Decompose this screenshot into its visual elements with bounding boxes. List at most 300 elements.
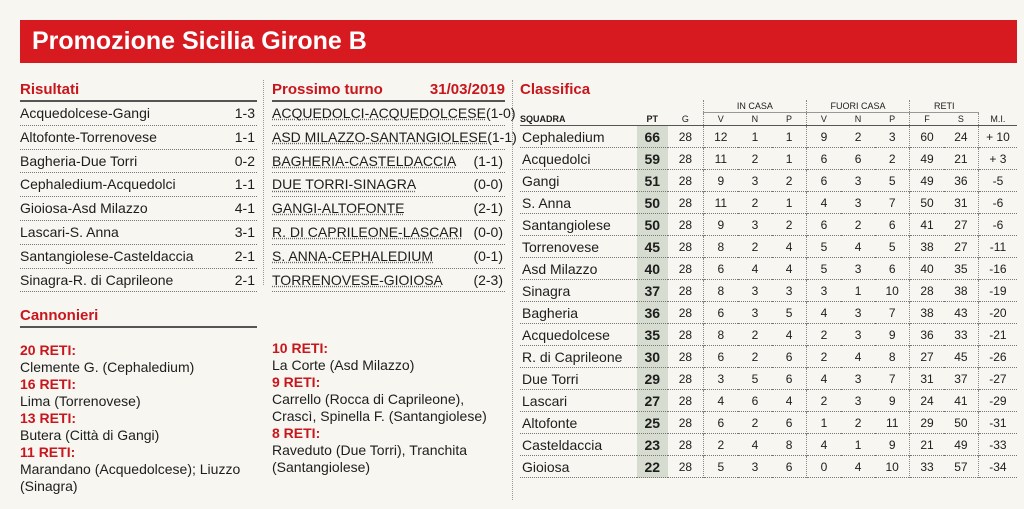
- home-wins: 4: [703, 390, 737, 412]
- media-inglese: -29: [978, 390, 1017, 412]
- goals-against: 37: [954, 371, 968, 386]
- prossimo-turno-section: [272, 80, 517, 292]
- away-draws: 3: [854, 371, 862, 386]
- divider: [263, 80, 264, 285]
- standings-row: [520, 236, 1017, 258]
- result-score: 1-3: [234, 105, 255, 121]
- fixture-row: [272, 102, 516, 126]
- away-wins: 4: [806, 368, 840, 390]
- home-wins: 9: [703, 214, 737, 236]
- away-wins: 4: [806, 192, 840, 214]
- home-wins: 6: [703, 258, 737, 280]
- away-draws: 2: [854, 129, 862, 144]
- team-name: Gangi: [522, 172, 560, 189]
- played: 28: [678, 239, 693, 254]
- fixture-row: [272, 269, 505, 293]
- played: 28: [678, 459, 693, 474]
- result-row: [20, 269, 257, 293]
- media-inglese: + 10: [978, 126, 1017, 148]
- prossimo-list: [272, 102, 517, 292]
- fixture-match: R. DI CAPRILEONE-LASCARI: [272, 223, 463, 240]
- home-losses: 1: [785, 151, 793, 166]
- fixture-row: [272, 126, 517, 150]
- goals-against: 36: [954, 173, 968, 188]
- media-inglese: -27: [978, 368, 1017, 390]
- away-losses: 8: [888, 349, 896, 364]
- scorer-names: (Santangiolese): [272, 459, 371, 475]
- home-draws: 5: [751, 371, 759, 386]
- goals-against: 24: [954, 129, 968, 144]
- result-match: Acquedolcese-Gangi: [20, 105, 150, 121]
- result-score: 1-1: [234, 128, 255, 145]
- away-losses: 5: [888, 173, 896, 188]
- away-losses: 7: [888, 371, 896, 386]
- goals-against: 38: [954, 283, 968, 298]
- team-name: R. di Caprileone: [522, 348, 623, 365]
- away-wins: 6: [806, 214, 840, 236]
- goals-for: 29: [910, 412, 944, 434]
- result-match: Santangiolese-Casteldaccia: [20, 247, 194, 264]
- away-wins: 6: [806, 170, 840, 192]
- team-name: Casteldaccia: [522, 436, 603, 453]
- standings-row: [520, 368, 1017, 390]
- points: 59: [637, 148, 668, 170]
- points: 22: [637, 456, 668, 478]
- home-wins: 3: [703, 368, 737, 390]
- team-name: S. Anna: [522, 194, 572, 211]
- away-wins: 3: [806, 280, 840, 302]
- column-header: S: [944, 113, 978, 126]
- home-losses: 4: [785, 327, 793, 342]
- team-name: Altofonte: [522, 414, 578, 431]
- points: 23: [637, 434, 668, 456]
- result-row: [20, 126, 257, 150]
- played: 28: [678, 195, 693, 210]
- home-wins: 2: [703, 434, 737, 456]
- home-wins: 11: [703, 192, 737, 214]
- goals-for: 21: [910, 434, 944, 456]
- played: 28: [678, 393, 693, 408]
- fixture-row: [272, 221, 505, 245]
- away-wins: 4: [806, 434, 840, 456]
- away-draws: 3: [854, 173, 862, 188]
- team-name: Asd Milazzo: [522, 260, 598, 277]
- team-name: Acquedolci: [522, 150, 591, 167]
- standings-row: [520, 280, 1017, 302]
- away-draws: 3: [854, 327, 862, 342]
- goals-against: 27: [954, 217, 968, 232]
- away-wins: 0: [806, 456, 840, 478]
- column-header: P: [772, 113, 806, 126]
- played: 28: [678, 217, 693, 232]
- scorers-goals-heading: 11 RETI:: [20, 444, 76, 460]
- away-wins: 4: [806, 302, 840, 324]
- home-draws: 3: [751, 173, 759, 188]
- away-draws: 1: [854, 283, 862, 298]
- team-name: Gioiosa: [522, 458, 570, 475]
- goals-against: 31: [954, 195, 968, 210]
- goals-for: 38: [910, 302, 944, 324]
- away-losses: 2: [888, 151, 896, 166]
- scorers-goals-heading: 20 RETI:: [20, 342, 77, 358]
- away-draws: 4: [854, 349, 862, 364]
- home-draws: 4: [751, 261, 759, 276]
- result-row: [20, 173, 257, 197]
- column-header-row: [520, 113, 1017, 126]
- result-score: 2-1: [234, 247, 255, 264]
- home-draws: 2: [751, 349, 759, 364]
- column-header: M.I.: [978, 113, 1017, 126]
- standings-body: [520, 126, 1017, 478]
- home-losses: 4: [785, 239, 793, 254]
- home-draws: 4: [751, 437, 759, 452]
- away-draws: 3: [854, 195, 862, 210]
- goals-against: 41: [954, 393, 968, 408]
- away-wins: 1: [806, 412, 840, 434]
- goals-for: 24: [910, 390, 944, 412]
- media-inglese: -6: [978, 192, 1017, 214]
- standings-row: [520, 412, 1017, 434]
- played: 28: [678, 261, 693, 276]
- points: 40: [637, 258, 668, 280]
- away-draws: 4: [854, 459, 862, 474]
- team-name: Bagheria: [522, 304, 579, 321]
- goals-for: 38: [910, 236, 944, 258]
- away-draws: 2: [854, 415, 862, 430]
- played: 28: [678, 415, 693, 430]
- played: 28: [678, 129, 693, 144]
- result-score: 1-1: [234, 176, 255, 193]
- home-wins: 8: [703, 324, 737, 346]
- home-wins: 6: [703, 412, 737, 434]
- home-draws: 3: [751, 305, 759, 320]
- risultati-heading: Risultati: [20, 80, 257, 102]
- away-losses: 3: [888, 129, 896, 144]
- away-draws: 2: [854, 217, 862, 232]
- result-score: 3-1: [234, 223, 255, 240]
- fixture-match: ACQUEDOLCI-ACQUEDOLCESE: [272, 105, 486, 121]
- team-name: Sinagra: [522, 282, 571, 299]
- home-wins: 12: [703, 126, 737, 148]
- home-wins: 11: [703, 148, 737, 170]
- away-losses: 11: [885, 415, 899, 430]
- risultati-list: [20, 102, 257, 292]
- column-header: N: [738, 113, 772, 126]
- media-inglese: -11: [978, 236, 1017, 258]
- away-wins: 9: [806, 126, 840, 148]
- goals-against: 43: [954, 305, 968, 320]
- scorers-goals-heading: 10 RETI:: [272, 340, 329, 356]
- away-draws: 3: [854, 393, 862, 408]
- played: 28: [678, 151, 693, 166]
- media-inglese: -16: [978, 258, 1017, 280]
- standings-row: [520, 258, 1017, 280]
- away-draws: 3: [854, 261, 862, 276]
- scorers-goals-heading: 9 RETI:: [272, 374, 321, 390]
- media-inglese: -26: [978, 346, 1017, 368]
- standings-row: [520, 390, 1017, 412]
- scorer-names: (Sinagra): [20, 478, 78, 494]
- result-score: 0-2: [234, 152, 255, 169]
- away-losses: 6: [888, 261, 896, 276]
- played: 28: [678, 371, 693, 386]
- scorer-names: Crascì, Spinella F. (Santangiolese): [272, 408, 487, 424]
- points: 30: [637, 346, 668, 368]
- media-inglese: -31: [978, 412, 1017, 434]
- result-row: [20, 197, 257, 221]
- column-header: SQUADRA: [520, 113, 637, 126]
- prossimo-date: 31/03/2019: [429, 81, 505, 98]
- standings-row: [520, 324, 1017, 346]
- away-losses: 10: [885, 459, 899, 474]
- home-losses: 1: [785, 195, 793, 210]
- result-match: Cephaledium-Acquedolci: [20, 176, 176, 193]
- home-draws: 2: [751, 151, 759, 166]
- home-wins: 9: [703, 170, 737, 192]
- risultati-section: [20, 80, 257, 292]
- points: 50: [637, 192, 668, 214]
- column-header: P: [875, 113, 909, 126]
- away-draws: 6: [854, 151, 862, 166]
- played: 28: [678, 283, 693, 298]
- goals-against: 50: [954, 415, 968, 430]
- goals-for: 49: [910, 148, 944, 170]
- standings-row: [520, 434, 1017, 456]
- cannonieri-right-section: [272, 340, 505, 476]
- column-header: V: [806, 113, 840, 126]
- standings-row: [520, 192, 1017, 214]
- home-draws: 2: [751, 239, 759, 254]
- away-losses: 5: [888, 239, 896, 254]
- fixture-previous-score: (0-1): [473, 247, 503, 264]
- media-inglese: -19: [978, 280, 1017, 302]
- fixture-previous-score: (2-1): [473, 200, 503, 217]
- scorer-names: Lima (Torrenovese): [20, 393, 141, 409]
- home-losses: 6: [785, 415, 793, 430]
- away-draws: 3: [854, 305, 862, 320]
- prossimo-heading: [272, 80, 505, 102]
- away-draws: 1: [854, 437, 862, 452]
- away-losses: 9: [888, 437, 896, 452]
- home-draws: 6: [751, 393, 759, 408]
- home-draws: 2: [751, 195, 759, 210]
- home-losses: 4: [785, 393, 793, 408]
- points: 27: [637, 390, 668, 412]
- fixture-previous-score: (2-3): [473, 271, 503, 288]
- column-header: F: [910, 113, 944, 126]
- fixture-previous-score: (1-0): [485, 105, 516, 121]
- group-fuori-casa: FUORI CASA: [806, 100, 909, 113]
- team-name: Cephaledium: [522, 128, 605, 145]
- home-wins: 8: [703, 280, 737, 302]
- fixture-match: TORRENOVESE-GIOIOSA: [272, 271, 443, 288]
- result-match: Sinagra-R. di Caprileone: [20, 271, 174, 288]
- classifica-heading: Classifica: [520, 81, 591, 98]
- goals-against: 33: [954, 327, 968, 342]
- media-inglese: -21: [978, 324, 1017, 346]
- away-wins: 5: [806, 258, 840, 280]
- scorer-names: Clemente G. (Cephaledium): [20, 359, 195, 375]
- away-losses: 9: [888, 393, 896, 408]
- home-losses: 6: [785, 371, 793, 386]
- goals-for: 41: [910, 214, 944, 236]
- home-draws: 3: [751, 217, 759, 232]
- played: 28: [678, 437, 693, 452]
- played: 28: [678, 327, 693, 342]
- result-score: 2-1: [234, 271, 255, 288]
- fixture-row: [272, 245, 505, 269]
- home-losses: 1: [785, 129, 793, 144]
- result-score: 4-1: [234, 200, 255, 217]
- played: 28: [678, 305, 693, 320]
- away-losses: 7: [888, 305, 896, 320]
- goals-for: 40: [910, 258, 944, 280]
- column-header: V: [703, 113, 737, 126]
- home-losses: 3: [785, 283, 793, 298]
- fixture-row: [272, 197, 505, 221]
- played: 28: [678, 349, 693, 364]
- home-losses: 6: [785, 349, 793, 364]
- cannonieri-left: [20, 342, 257, 495]
- team-name: Due Torri: [522, 370, 579, 387]
- cannonieri-section: [20, 306, 257, 495]
- result-row: [20, 150, 257, 174]
- scorer-names: Marandano (Acquedolcese); Liuzzo: [20, 461, 241, 477]
- home-losses: 5: [785, 305, 793, 320]
- home-wins: 6: [703, 346, 737, 368]
- scorer-names: Butera (Città di Gangi): [20, 427, 160, 443]
- fixture-previous-score: (1-1): [473, 152, 503, 169]
- goals-for: 60: [910, 126, 944, 148]
- fixture-match: DUE TORRI-SINAGRA: [272, 176, 417, 193]
- cannonieri-right: [272, 340, 505, 476]
- fixture-match: GANGI-ALTOFONTE: [272, 200, 405, 217]
- classifica-section: [520, 80, 1017, 478]
- points: 45: [637, 236, 668, 258]
- media-inglese: + 3: [978, 148, 1017, 170]
- fixture-row: [272, 150, 505, 174]
- goals-for: 33: [910, 456, 944, 478]
- media-inglese: -6: [978, 214, 1017, 236]
- away-wins: 2: [806, 346, 840, 368]
- result-match: Bagheria-Due Torri: [20, 152, 138, 169]
- played: 28: [678, 173, 693, 188]
- away-wins: 6: [806, 148, 840, 170]
- media-inglese: -5: [978, 170, 1017, 192]
- away-wins: 2: [806, 324, 840, 346]
- team-name: Santangiolese: [522, 216, 611, 233]
- standings-row: [520, 126, 1017, 148]
- home-wins: 8: [703, 236, 737, 258]
- home-draws: 1: [751, 129, 759, 144]
- column-header: N: [841, 113, 875, 126]
- fixture-match: ASD MILAZZO-SANTANGIOLESE: [272, 128, 488, 145]
- fixture-previous-score: (1-1): [487, 128, 517, 145]
- page-title: Promozione Sicilia Girone B: [20, 20, 1017, 63]
- result-match: Altofonte-Torrenovese: [20, 128, 157, 145]
- home-losses: 8: [785, 437, 793, 452]
- standings-row: [520, 456, 1017, 478]
- group-in-casa: IN CASA: [703, 100, 806, 113]
- team-name: Acquedolcese: [522, 326, 610, 343]
- column-header: G: [668, 113, 703, 126]
- goals-for: 28: [910, 280, 944, 302]
- goals-for: 31: [910, 368, 944, 390]
- fixture-previous-score: (0-0): [473, 223, 503, 240]
- goals-for: 27: [910, 346, 944, 368]
- away-losses: 10: [885, 283, 899, 298]
- home-losses: 2: [785, 173, 793, 188]
- goals-for: 50: [910, 192, 944, 214]
- home-losses: 2: [785, 217, 793, 232]
- goals-against: 21: [954, 151, 968, 166]
- scorers-goals-heading: 16 RETI:: [20, 376, 77, 392]
- goals-for: 36: [910, 324, 944, 346]
- standings-row: [520, 170, 1017, 192]
- points: 37: [637, 280, 668, 302]
- standings-table: [520, 100, 1017, 478]
- away-draws: 4: [854, 239, 862, 254]
- result-match: Gioiosa-Asd Milazzo: [20, 200, 148, 217]
- goals-against: 45: [954, 349, 968, 364]
- home-draws: 2: [751, 327, 759, 342]
- result-row: [20, 245, 257, 269]
- result-match: Lascari-S. Anna: [20, 223, 119, 240]
- points: 25: [637, 412, 668, 434]
- away-wins: 2: [806, 390, 840, 412]
- away-losses: 7: [888, 195, 896, 210]
- goals-against: 27: [954, 239, 968, 254]
- away-losses: 6: [888, 217, 896, 232]
- away-wins: 5: [806, 236, 840, 258]
- cannonieri-heading: Cannonieri: [20, 306, 257, 328]
- home-losses: 4: [785, 261, 793, 276]
- standings-row: [520, 346, 1017, 368]
- home-wins: 5: [703, 456, 737, 478]
- team-name: Lascari: [522, 392, 568, 409]
- fixture-match: BAGHERIA-CASTELDACCIA: [272, 152, 457, 169]
- home-draws: 3: [751, 283, 759, 298]
- scorers-goals-heading: 8 RETI:: [272, 425, 321, 441]
- standings-row: [520, 148, 1017, 170]
- team-name: Torrenovese: [522, 238, 600, 255]
- goals-against: 35: [954, 261, 968, 276]
- goals-for: 49: [910, 170, 944, 192]
- group-reti: RETI: [910, 100, 979, 113]
- standings-row: [520, 302, 1017, 324]
- result-row: [20, 221, 257, 245]
- away-losses: 9: [888, 327, 896, 342]
- points: 50: [637, 214, 668, 236]
- media-inglese: -33: [978, 434, 1017, 456]
- scorers-goals-heading: 13 RETI:: [20, 410, 77, 426]
- prossimo-heading-label: Prossimo turno: [272, 81, 383, 98]
- points: 36: [637, 302, 668, 324]
- goals-against: 57: [954, 459, 968, 474]
- media-inglese: -34: [978, 456, 1017, 478]
- scorer-names: Carrello (Rocca di Caprileone),: [272, 391, 465, 407]
- points: 29: [637, 368, 668, 390]
- points: 66: [637, 126, 668, 148]
- fixture-match: S. ANNA-CEPHALEDIUM: [272, 247, 434, 264]
- home-losses: 6: [785, 459, 793, 474]
- column-header: PT: [637, 113, 668, 126]
- home-draws: 3: [751, 459, 759, 474]
- group-header-row: [520, 100, 1017, 113]
- points: 35: [637, 324, 668, 346]
- fixture-row: [272, 173, 505, 197]
- fixture-previous-score: (0-0): [473, 176, 503, 193]
